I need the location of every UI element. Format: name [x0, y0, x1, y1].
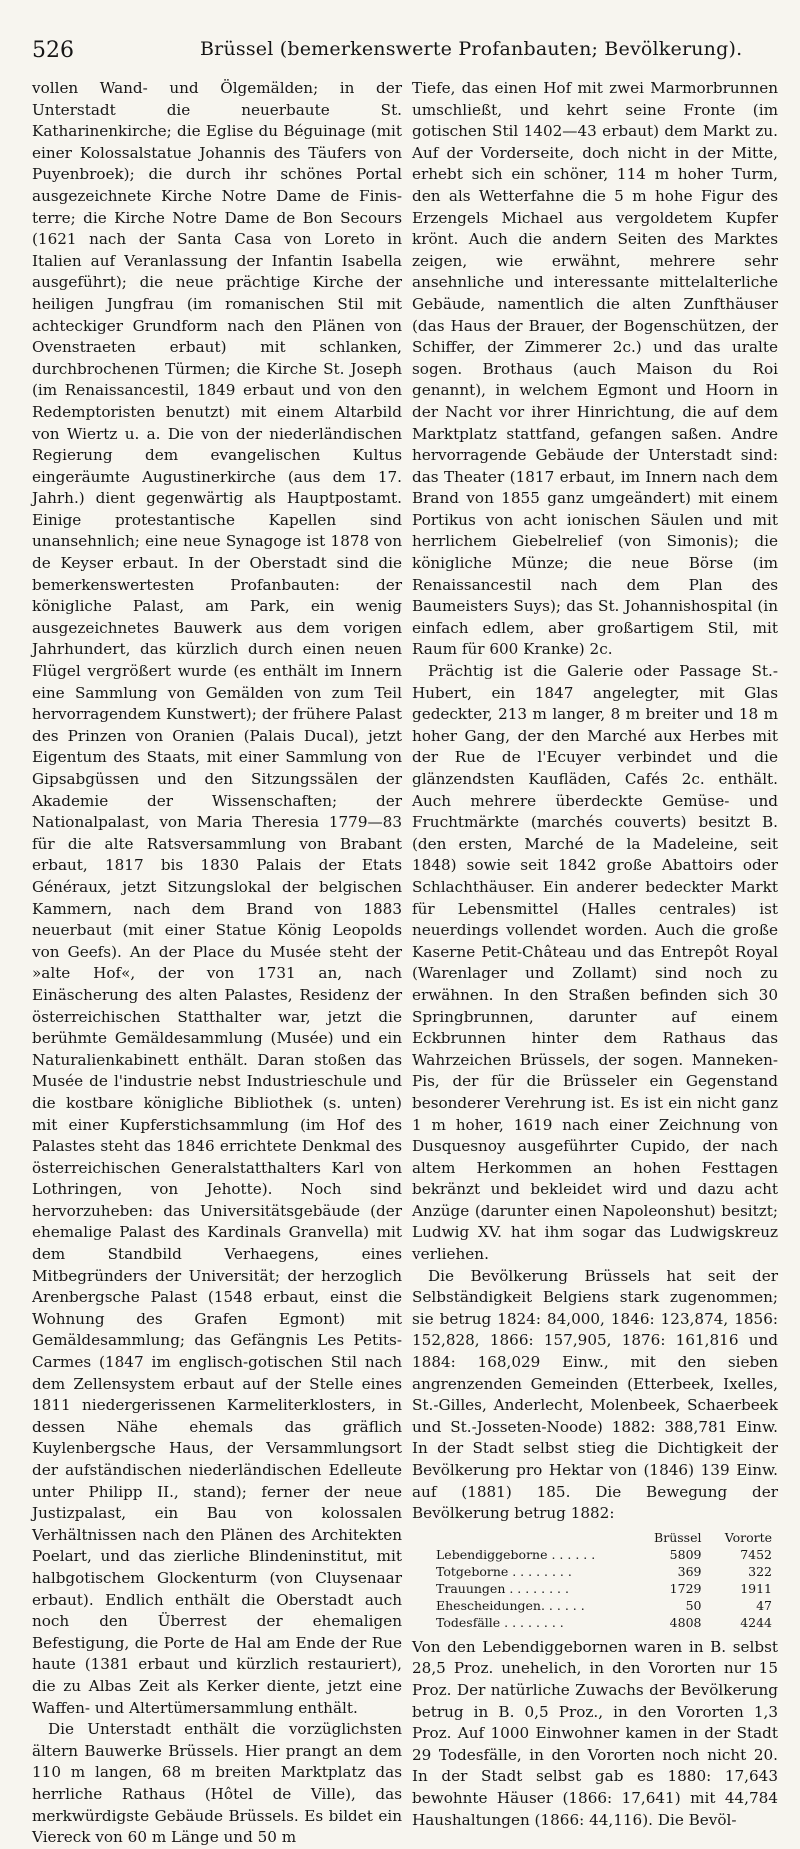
table-row	[412, 1597, 778, 1614]
table-header-cell: Brüssel	[654, 1529, 702, 1545]
table-row	[412, 1546, 778, 1563]
page-header	[32, 38, 776, 72]
table-header-row	[412, 1529, 778, 1546]
table-header-cell	[412, 1529, 637, 1546]
table-row	[412, 1614, 778, 1631]
table-cell: 1729	[669, 1580, 702, 1596]
table-cell: Ehescheidungen. . . . . .	[436, 1597, 585, 1613]
paragraph: Die Bevölkerung Brüssels hat seit der Selbständigkeit Belgiens stark zugenommen; sie betrug 1824: 84,000, 1846: 123,874, 1856: 152,828, 1866: 157,905, 1876: 161,816 und 1884: 168,029 Einw., mit den sieben angrenzenden Gemeinden (Etterbeek, Ixelles, St.-Gilles, Anderlecht, Molenbeek, Schaerbeek und St.-Josseten-Noode) 1882: 388,781 Einw. In der Stadt selbst stieg die Dichtigkeit der Bevölkerung pro Hektar von (1846) 139 Einw. auf (1881) 185. Die Bewegung der Bevölkerung betrug 1882:	[412, 1266, 778, 1523]
table-cell: Totgeborne . . . . . . . .	[436, 1563, 572, 1579]
running-head: Brüssel (bemerkenswerte Profanbauten; Bevölkerung).	[200, 38, 743, 60]
paragraph: vollen Wand- und Ölgemälden; in der Unterstadt die neuerbaute St. Katharinenkirche; die Eglise du Béguinage (mit einer Kolossalstatue Johannis des Täufers von Puyenbroek); die durch ihr schönes Portal ausgezeichnete Kirche Notre Dame de Finis-terre; die Kirche Notre Dame de Bon Secours (1621 nach der Santa Casa von Loreto in Italien auf Veranlassung der Infantin Isabella ausgeführt); die neue prächtige Kirche der heiligen Jungfrau (im romanischen Stil mit achteckiger Grundform nach den Plänen von Ovenstraeten erbaut) mit schlanken, durchbrochenen Türmen; die Kirche St. Joseph (im Renaissancestil, 1849 erbaut und von den Redemptoristen benutzt) mit einem Altarbild von Wiertz u. a. Die von der niederländischen Regierung dem evangelischen Kultus eingeräumte Augustinerkirche (aus dem 17. Jahrh.) dient gegenwärtig als Hauptpostamt. Einige protestantische Kapellen sind unansehnlich; eine neue Synagoge ist 1878 von de Keyser erbaut. In der Oberstadt sind die bemerkenswertesten Profanbauten: der königliche Palast, am Park, ein wenig ausgezeichnetes Bauwerk aus dem vorigen Jahrhundert, das kürzlich durch einen neuen Flügel vergrößert wurde (es enthält im Innern eine Sammlung von Gemälden von zum Teil hervorragendem Kunstwert); der frühere Palast des Prinzen von Oranien (Palais Ducal), jetzt Eigentum des Staats, mit einer Sammlung von Gipsabgüssen und den Sitzungssälen der Akademie der Wissenschaften; der Nationalpalast, von Maria Theresia 1779—83 für die alte Ratsversammlung von Brabant erbaut, 1817 bis 1830 Palais der Etats Généraux, jetzt Sitzungslokal der belgischen Kammern, nach dem Brand von 1883 neuerbaut (mit einer Statue König Leopolds von Geefs). An der Place du Musée steht der »alte Hof«, der von 1731 an, nach Einäscherung des alten Palastes, Residenz der österreichischen Statthalter war, jetzt die berühmte Gemäldesammlung (Musée) und ein Naturalienkabinett enthält. Daran stoßen das Musée de l'industrie nebst Industrieschule und die kostbare königliche Bibliothek (s. unten) mit einer Kupferstichsammlung (im Hof des Palastes steht das 1846 errichtete Denkmal des österreichischen Generalstatthalters Karl von Lothringen, von Jehotte). Noch sind hervorzuheben: das Universitätsgebäude (der ehemalige Palast des Kardinals Granvella) mit dem Standbild Verhaegens, eines Mitbegründers der Universität; der herzoglich Arenbergsche Palast (1548 erbaut, einst die Wohnung des Grafen Egmont) mit Gemäldesammlung; das Gefängnis Les Petits-Carmes (1847 im englisch-gotischen Stil nach dem Zellensystem erbaut auf der Stelle eines 1811 niedergerissenen Karmeliterklosters, in dessen Nähe ehemals das gräflich Kuylenbergsche Haus, der Versammlungsort der aufständischen niederländischen Edelleute unter Philipp II., stand); ferner der neue Justizpalast, ein Bau von kolossalen Verhältnissen nach den Plänen des Architekten Poelart, und das zierliche Blindeninstitut, mit halbgotischem Glockenturm (von Cluysenaar erbaut). Endlich enthält die Oberstadt auch noch den Überrest der ehemaligen Befestigung, die Porte de Hal am Ende der Rue haute (1381 erbaut und kürzlich restauriert), die zu Albas Zeit als Kerker diente, jetzt eine Waffen- und Altertümersammlung enthält.	[32, 79, 402, 1717]
table-cell: 50	[685, 1597, 702, 1613]
table-cell: 7452	[740, 1546, 772, 1562]
table-cell: 4244	[740, 1614, 772, 1630]
table-header-cell: Vororte	[724, 1529, 772, 1545]
table-row	[412, 1563, 778, 1580]
table-cell: 369	[677, 1563, 702, 1579]
population-table	[412, 1529, 778, 1631]
table-row	[412, 1580, 778, 1597]
page-number: 526	[32, 38, 74, 63]
paragraph: Die Unterstadt enthält die vorzüglichsten ältern Bauwerke Brüssels. Hier prangt an dem 110 m langen, 68 m breiten Marktplatz das herrliche Rathaus (Hôtel de Ville), das merkwürdigste Gebäude Brüssels. Es bildet ein Viereck von 60 m Länge und 50 m	[32, 1720, 402, 1847]
paragraph: Tiefe, das einen Hof mit zwei Marmorbrunnen umschließt, und kehrt seine Fronte (im gotischen Stil 1402—43 erbaut) dem Markt zu. Auf der Vorderseite, doch nicht in der Mitte, erhebt sich ein schöner, 114 m hoher Turm, den als Wetterfahne die 5 m hohe Figur des Erzengels Michael aus vergoldetem Kupfer krönt. Auch die andern Seiten des Marktes zeigen, wie erwähnt, mehrere sehr ansehnliche und interessante mittelalterliche Gebäude, namentlich die alten Zunfthäuser (das Haus der Brauer, der Bogenschützen, der Schiffer, der Zimmerer 2c.) und das uralte sogen. Brothaus (auch Maison du Roi genannt), in welchem Egmont und Hoorn in der Nacht vor ihrer Hinrichtung, die auf dem Marktplatz stattfand, gefangen saßen. Andre hervorragende Gebäude der Unterstadt sind: das Theater (1817 erbaut, im Innern nach dem Brand von 1855 ganz umgeändert) mit einem Portikus von acht ionischen Säulen und mit herrlichem Giebelrelief (von Simonis); die königliche Münze; die neue Börse (im Renaissancestil nach dem Plan des Baumeisters Suys); das St. Johannishospital (in einfach edlem, aber großartigem Stil, mit Raum für 600 Kranke) 2c.	[412, 79, 778, 659]
paragraph: Prächtig ist die Galerie oder Passage St.-Hubert, ein 1847 angelegter, mit Glas gedeckter, 213 m langer, 8 m breiter und 18 m hoher Gang, der den Marché aux Herbes mit der Rue de l'Ecuyer verbindet und die glänzendsten Kaufläden, Cafés 2c. enthält. Auch mehrere überdeckte Gemüse- und Fruchtmärkte (marchés couverts) besitzt B. (den ersten, Marché de la Madeleine, seit 1848) sowie seit 1842 große Abattoirs oder Schlachthäuser. Ein anderer bedeckter Markt für Lebensmittel (Halles centrales) ist neuerdings vollendet worden. Auch die große Kaserne Petit-Château und das Entrepôt Royal (Warenlager und Zollamt) sind noch zu erwähnen. In den Straßen befinden sich 30 Springbrunnen, darunter auf einem Eckbrunnen hinter dem Rathaus das Wahrzeichen Brüssels, der sogen. Manneken-Pis, der für die Brüsseler ein Gegenstand besonderer Verehrung ist. Es ist ein nicht ganz 1 m hoher, 1619 nach einer Zeichnung von Dusquesnoy ausgeführter Cupido, der nach altem Herkommen an hohen Festtagen bekränzt und bekleidet wird und dazu acht Anzüge (darunter einen Napoleonshut) besitzt; Ludwig XV. hat ihm sogar das Ludwigskreuz verliehen.	[412, 662, 778, 1264]
paragraph: Von den Lebendiggebornen waren in B. selbst 28,5 Proz. unehelich, in den Vororten nur 15 Proz. Der natürliche Zuwachs der Bevölkerung betrug in B. 0,5 Proz., in den Vororten 1,3 Proz. Auf 1000 Einwohner kamen in der Stadt 29 Todesfälle, in den Vororten noch nicht 20. In der Stadt selbst gab es 1880: 17,643 bewohnte Häuser (1866: 17,641) mit 44,784 Haushaltungen (1866: 44,116). Die Bevöl-	[412, 1637, 778, 1829]
table-cell: 4808	[669, 1614, 702, 1630]
left-column	[32, 78, 402, 1847]
table-cell: Todesfälle . . . . . . . .	[436, 1614, 564, 1630]
table-cell: Lebendiggeborne . . . . . .	[436, 1546, 596, 1562]
right-column	[412, 78, 778, 1829]
table-cell: Trauungen . . . . . . . .	[436, 1580, 569, 1596]
two-column-body	[32, 78, 778, 1847]
table-cell: 1911	[740, 1580, 772, 1596]
table-cell: 5809	[669, 1546, 702, 1562]
table-cell: 322	[748, 1563, 772, 1579]
table-cell: 47	[756, 1597, 772, 1613]
